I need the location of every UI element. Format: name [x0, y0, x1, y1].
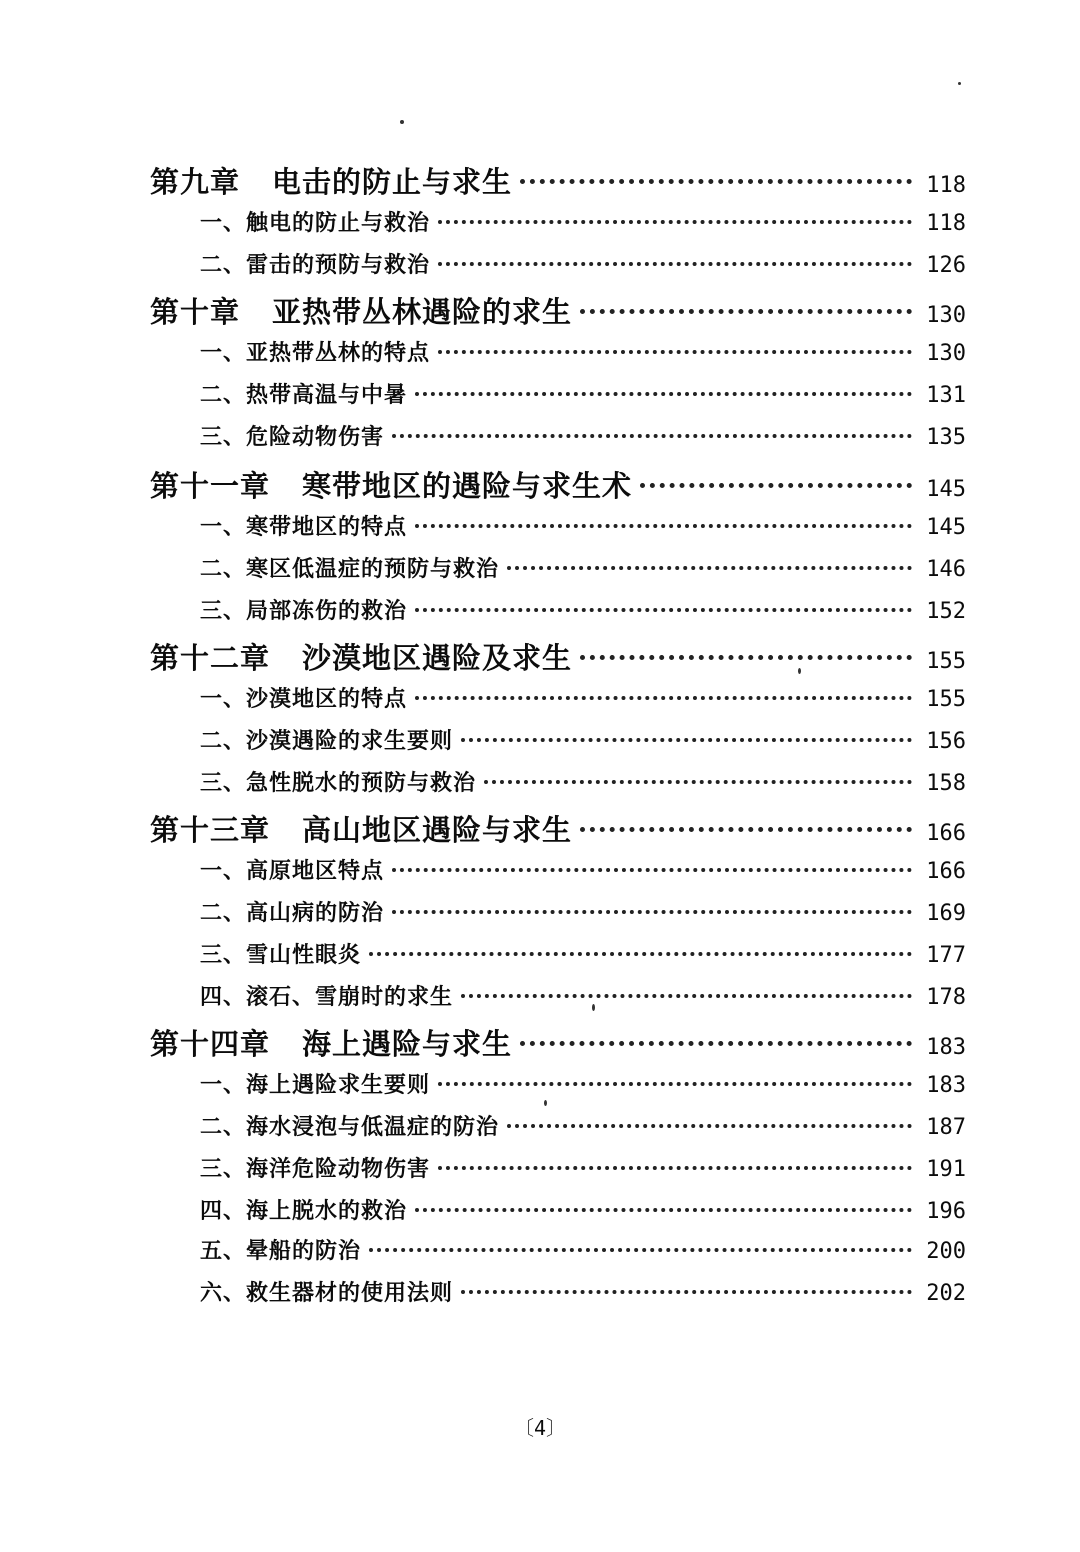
toc-section[interactable]: [200, 1276, 966, 1307]
dot-leader: [580, 655, 912, 660]
page-number: 146: [926, 557, 966, 582]
page-number: 130: [926, 303, 966, 328]
section-title: 二、寒区低温症的预防与救治: [200, 556, 500, 582]
chapter-title: 亚热带丛林遇险的求生: [272, 295, 573, 329]
dot-leader: [640, 483, 912, 488]
dot-leader: [461, 994, 912, 998]
toc-section[interactable]: [200, 1234, 966, 1265]
toc-section[interactable]: [200, 1068, 966, 1099]
dot-leader: [415, 392, 912, 396]
chapter-number: 第十四章: [150, 1027, 271, 1061]
section-title: 三、危险动物伤害: [200, 424, 385, 450]
page-number: 118: [926, 211, 966, 236]
section-title: 五、晕船的防治: [200, 1238, 362, 1264]
page-number: 196: [926, 1199, 966, 1224]
dot-leader: [520, 179, 912, 184]
page-number: 135: [926, 425, 966, 450]
page-number: 166: [926, 821, 966, 846]
dot-leader: [415, 696, 912, 700]
chapter-number: 第十二章: [150, 641, 271, 675]
toc-section[interactable]: [200, 766, 966, 797]
section-title: 四、海上脱水的救治: [200, 1198, 408, 1224]
page-number: 183: [926, 1035, 966, 1060]
toc-section[interactable]: [200, 1152, 966, 1183]
chapter-number: 第十三章: [150, 813, 271, 847]
chapter-title: 高山地区遇险与求生: [302, 813, 573, 847]
toc-chapter-14[interactable]: [150, 1022, 966, 1063]
section-title: 一、沙漠地区的特点: [200, 686, 408, 712]
page-number: 145: [926, 515, 966, 540]
section-title: 四、滚石、雪崩时的求生: [200, 984, 454, 1010]
toc-section[interactable]: [200, 724, 966, 755]
page-number: 202: [926, 1281, 966, 1306]
dot-leader: [415, 608, 912, 612]
toc-section[interactable]: [200, 980, 966, 1011]
dot-leader: [520, 1041, 912, 1046]
dot-leader: [438, 220, 912, 224]
dot-leader: [392, 434, 912, 438]
section-title: 二、沙漠遇险的求生要则: [200, 728, 454, 754]
section-title: 三、急性脱水的预防与救治: [200, 770, 477, 796]
dot-leader: [392, 868, 912, 872]
toc-section[interactable]: [200, 552, 966, 583]
page-number: 191: [926, 1157, 966, 1182]
chapter-title: 电击的防止与求生: [272, 165, 513, 199]
section-title: 二、海水浸泡与低温症的防治: [200, 1114, 500, 1140]
page-number: 118: [926, 173, 966, 198]
toc-section[interactable]: [200, 248, 966, 279]
toc-section[interactable]: [200, 510, 966, 541]
section-title: 六、救生器材的使用法则: [200, 1280, 454, 1306]
dot-leader: [415, 1208, 912, 1212]
chapter-title: 寒带地区的遇险与求生术: [302, 469, 633, 503]
toc-chapter-11[interactable]: [150, 464, 966, 505]
dot-leader: [438, 1166, 912, 1170]
scan-speck: [958, 82, 961, 85]
page-number: 126: [926, 253, 966, 278]
section-title: 二、高山病的防治: [200, 900, 385, 926]
page-number: 145: [926, 477, 966, 502]
scan-speck: [400, 120, 404, 124]
toc-section[interactable]: [200, 420, 966, 451]
chapter-title: 海上遇险与求生: [302, 1027, 513, 1061]
toc-chapter-12[interactable]: [150, 636, 966, 677]
toc-chapter-10[interactable]: [150, 290, 966, 331]
page-number: 158: [926, 771, 966, 796]
toc-section[interactable]: [200, 1194, 966, 1225]
toc-section[interactable]: [200, 336, 966, 367]
page-number: 152: [926, 599, 966, 624]
toc-section[interactable]: [200, 896, 966, 927]
page-number: 166: [926, 859, 966, 884]
section-title: 三、海洋危险动物伤害: [200, 1156, 431, 1182]
page-number: 131: [926, 383, 966, 408]
toc-chapter-13[interactable]: [150, 808, 966, 849]
dot-leader: [438, 262, 912, 266]
section-title: 一、触电的防止与救治: [200, 210, 431, 236]
section-title: 三、雪山性眼炎: [200, 942, 362, 968]
page-number: 130: [926, 341, 966, 366]
page-number: 169: [926, 901, 966, 926]
dot-leader: [438, 350, 912, 354]
section-title: 一、亚热带丛林的特点: [200, 340, 431, 366]
dot-leader: [415, 524, 912, 528]
toc-section[interactable]: [200, 854, 966, 885]
dot-leader: [507, 566, 912, 570]
page-number: 155: [926, 649, 966, 674]
toc-section[interactable]: [200, 682, 966, 713]
dot-leader: [392, 910, 912, 914]
chapter-number: 第十章: [150, 295, 241, 329]
chapter-number: 第九章: [150, 165, 241, 199]
toc-chapter-9[interactable]: [150, 160, 966, 201]
scan-speck: [798, 668, 801, 674]
section-title: 一、海上遇险求生要则: [200, 1072, 431, 1098]
chapter-title: 沙漠地区遇险及求生: [302, 641, 573, 675]
dot-leader: [484, 780, 912, 784]
page-footer-number: 〔4〕: [513, 1416, 567, 1440]
section-title: 二、热带高温与中暑: [200, 382, 408, 408]
page-number: 178: [926, 985, 966, 1010]
page-number: 187: [926, 1115, 966, 1140]
page-number: 156: [926, 729, 966, 754]
chapter-number: 第十一章: [150, 469, 271, 503]
dot-leader: [580, 309, 912, 314]
scan-speck: [592, 1004, 595, 1011]
toc-section[interactable]: [200, 206, 966, 237]
section-title: 一、寒带地区的特点: [200, 514, 408, 540]
toc-section[interactable]: [200, 378, 966, 409]
dot-leader: [461, 738, 912, 742]
dot-leader: [438, 1082, 912, 1086]
toc-section[interactable]: [200, 938, 966, 969]
dot-leader: [461, 1290, 912, 1294]
page-number: 177: [926, 943, 966, 968]
toc-section[interactable]: [200, 594, 966, 625]
page-number: 183: [926, 1073, 966, 1098]
section-title: 二、雷击的预防与救治: [200, 252, 431, 278]
dot-leader: [369, 952, 912, 956]
dot-leader: [580, 827, 912, 832]
page-number: 200: [926, 1239, 966, 1264]
toc-section[interactable]: [200, 1110, 966, 1141]
scan-speck: [544, 1100, 547, 1106]
section-title: 三、局部冻伤的救治: [200, 598, 408, 624]
section-title: 一、高原地区特点: [200, 858, 385, 884]
page-number: 155: [926, 687, 966, 712]
dot-leader: [369, 1248, 912, 1252]
dot-leader: [507, 1124, 912, 1128]
